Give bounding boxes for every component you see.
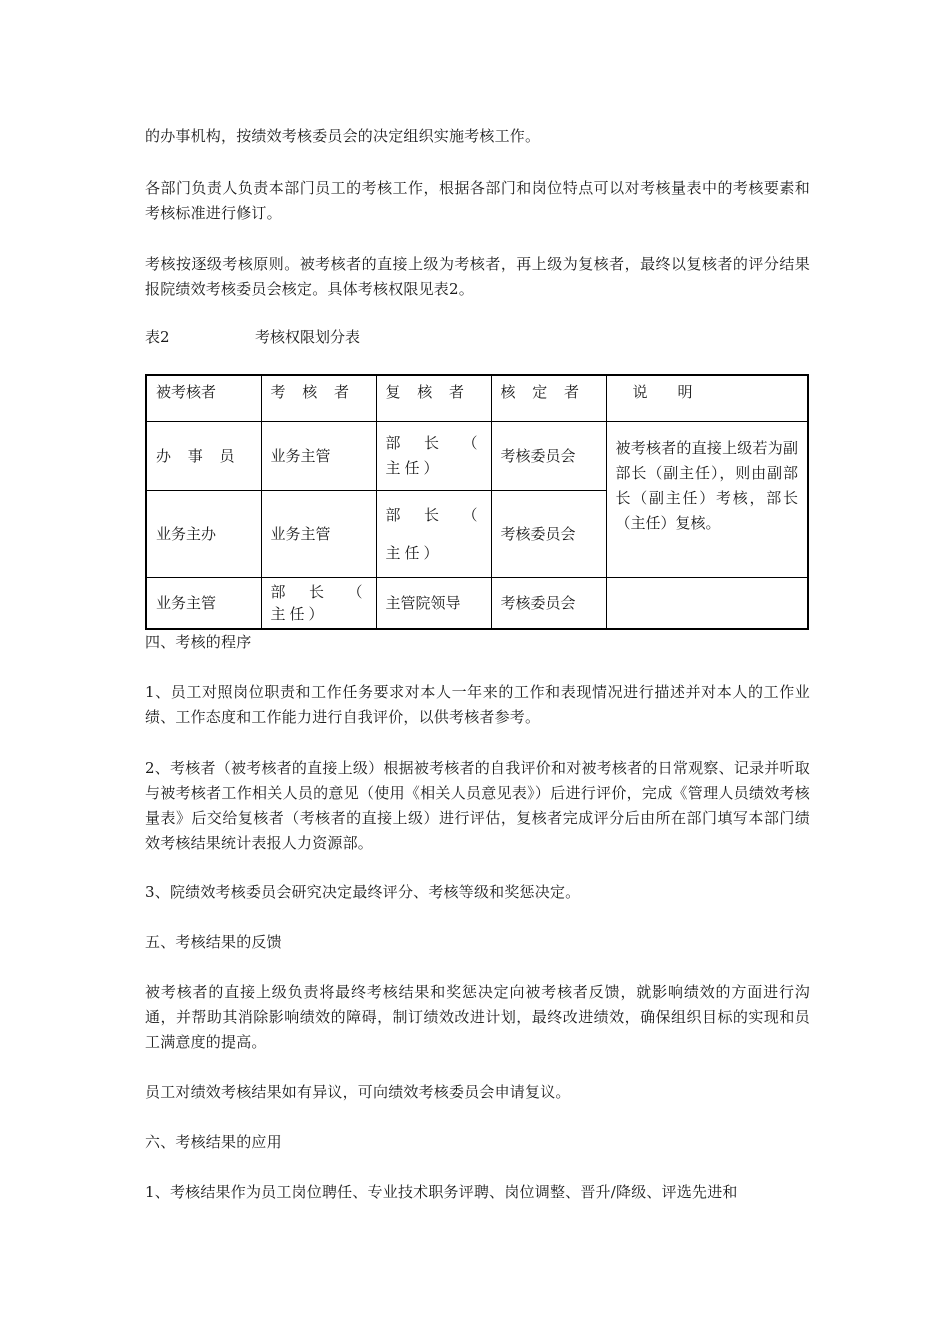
table-cell: 业务主管 (261, 491, 376, 578)
table-header-row (146, 375, 808, 422)
note-cell: 被考核者的直接上级若为副部长（副主任），则由副部长（副主任）考核，部长（主任）复核。 (606, 422, 808, 578)
table-cell (606, 578, 808, 630)
table-row (146, 578, 808, 630)
table-title: 考核权限划分表 (255, 328, 361, 346)
table-cell: 部 长 （ 主任） (376, 422, 491, 491)
table-cell: 部 长 （ 主任） (376, 491, 491, 578)
header-cell: 说 明 (606, 375, 808, 422)
table-row (146, 422, 808, 491)
section-heading: 四、考核的程序 (145, 633, 252, 651)
table-cell: 业务主管 (261, 422, 376, 491)
header-cell: 考 核 者 (261, 375, 376, 422)
authority-table (145, 374, 809, 630)
section-heading: 五、考核结果的反馈 (145, 933, 282, 951)
paragraph-3: 考核按逐级考核原则。被考核者的直接上级为考核者，再上级为复核者，最终以复核者的评分结果报院绩效考核委员会核定。具体考核权限见表2。 (145, 255, 810, 298)
table-cell: 业务主管 (146, 578, 261, 630)
paragraph-2: 各部门负责人负责本部门员工的考核工作，根据各部门和岗位特点可以对考核量表中的考核要素和考核标准进行修订。 (145, 179, 810, 222)
table-cell: 部 长 （ 主任） (261, 578, 376, 630)
header-cell: 核 定 者 (491, 375, 606, 422)
paragraph: 员工对绩效考核结果如有异议，可向绩效考核委员会申请复议。 (145, 1083, 571, 1101)
header-cell: 被考核者 (146, 375, 261, 422)
table-cell: 办 事 员 (146, 422, 261, 491)
table-cell: 考核委员会 (491, 491, 606, 578)
table-cell: 业务主办 (146, 491, 261, 578)
paragraph: 1、员工对照岗位职责和工作任务要求对本人一年来的工作和表现情况进行描述并对本人的工作业绩、工作态度和工作能力进行自我评价，以供考核者参考。 (145, 683, 810, 726)
paragraph: 2、考核者（被考核者的直接上级）根据被考核者的自我评价和对被考核者的日常观察、记录并听取与被考核者工作相关人员的意见（使用《相关人员意见表》）后进行评价，完成《管理人员绩效考核量表》后交给复核者（考核者的直接上级）进行评估，复核者完成评分后由所在部门填写本部门绩效考核结果统计表报人力资源部。 (145, 759, 810, 852)
table-cell: 考核委员会 (491, 422, 606, 491)
paragraph-1: 的办事机构，按绩效考核委员会的决定组织实施考核工作。 (145, 127, 541, 145)
paragraph: 被考核者的直接上级负责将最终考核结果和奖惩决定向被考核者反馈，就影响绩效的方面进行沟通，并帮助其消除影响绩效的障碍，制订绩效改进计划，最终改进绩效，确保组织目标的实现和员工满意度的提高。 (145, 983, 810, 1051)
header-cell: 复 核 者 (376, 375, 491, 422)
section-heading: 六、考核结果的应用 (145, 1133, 282, 1151)
table-cell: 主管院领导 (376, 578, 491, 630)
paragraph: 3、院绩效考核委员会研究决定最终评分、考核等级和奖惩决定。 (145, 883, 581, 901)
table-cell: 考核委员会 (491, 578, 606, 630)
table-number: 表2 (145, 328, 170, 346)
paragraph: 1、考核结果作为员工岗位聘任、专业技术职务评聘、岗位调整、晋升/降级、评选先进和 (145, 1183, 738, 1201)
